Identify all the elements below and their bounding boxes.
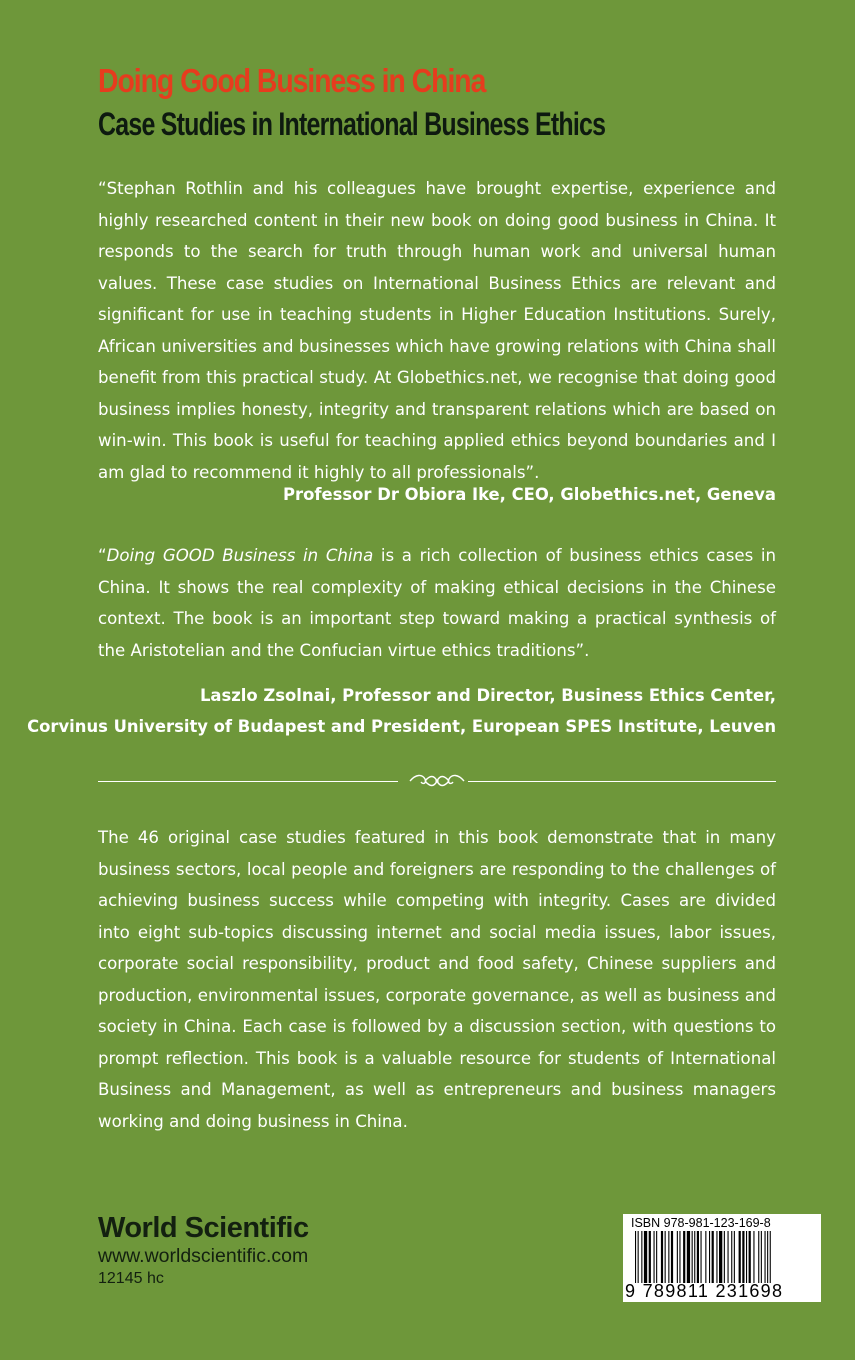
barcode-bar: [644, 1231, 647, 1283]
barcode-bar: [724, 1231, 725, 1283]
barcode-bar: [749, 1231, 751, 1283]
barcode-bar: [654, 1231, 655, 1283]
product-code: 12145 hc: [98, 1270, 164, 1287]
flourish-ornament-icon: [406, 770, 468, 792]
barcode-bar: [739, 1231, 741, 1283]
barcode-bar: [687, 1231, 690, 1283]
barcode-bar: [761, 1231, 762, 1283]
barcode-bar: [709, 1231, 710, 1283]
quote-open-mark: “: [98, 546, 107, 565]
attribution-2-line-2: Corvinus University of Budapest and President, European SPES Institute, Leuven: [27, 717, 776, 736]
barcode-bar: [765, 1231, 766, 1283]
book-title: Doing Good Business in China: [98, 62, 486, 99]
quote-book-title: Doing GOOD Business in China: [106, 546, 374, 565]
barcode-bar: [668, 1231, 669, 1283]
endorsement-attribution-1: Professor Dr Obiora Ike, CEO, Globethics.net, Geneva: [283, 485, 776, 504]
divider-line-right: [468, 781, 776, 782]
endorsement-attribution-2: [27, 680, 776, 742]
barcode-number: 9 789811 231698: [625, 1281, 784, 1301]
barcode-bar: [770, 1231, 771, 1283]
barcode-bar: [712, 1231, 714, 1283]
barcode-bar: [692, 1231, 693, 1283]
barcode-bar: [641, 1231, 642, 1283]
barcode-bar: [734, 1231, 735, 1283]
barcode-bar: [705, 1231, 706, 1283]
barcode-bar: [671, 1231, 673, 1283]
barcode-bar: [635, 1231, 636, 1283]
barcode-bar: [677, 1231, 678, 1283]
barcode-bar: [694, 1231, 695, 1283]
barcode-bar: [746, 1231, 747, 1283]
endorsement-quote-2: [98, 540, 776, 666]
attribution-2-line-1: Laszlo Zsolnai, Professor and Director, Business Ethics Center,: [199, 686, 776, 705]
barcode-bar: [731, 1231, 732, 1283]
isbn-barcode: [623, 1214, 821, 1302]
barcode-bar: [679, 1231, 680, 1283]
ornamental-divider: [98, 770, 776, 792]
endorsement-quote-1: “Stephan Rothlin and his colleagues have brought expertise, experience and highly researched content in their new book on doing good business in China. It responds to the search for truth through human work and universal human values. These case studies on International Business Ethics are relevant and significant for use in teaching students in Higher Education Institutions. Surely, African universities and businesses which have growing relations with China shall benefit from this practical study. At Globethics.net, we recognise that doing good business implies honesty, integrity and transparent relations which are based on win-win. This book is useful for teaching applied ethics beyond boundaries and I am glad to recommend it highly to all professionals”.: [98, 179, 776, 482]
barcode-bar: [742, 1231, 744, 1283]
barcode-bar: [719, 1231, 722, 1283]
barcode-bar: [683, 1231, 685, 1283]
barcode-bar: [656, 1231, 657, 1283]
barcode-bars: [629, 1231, 815, 1283]
barcode-bar: [638, 1231, 639, 1283]
divider-line-left: [98, 781, 398, 782]
quote-2-body: is a rich collection of business ethics cases in China. It shows the real complexity of making ethical decisions in the Chinese context. The book is an important step toward making a practical synthesis of the Aristotelian and the Confucian virtue ethics traditions”.: [98, 546, 776, 660]
barcode-bar: [697, 1231, 699, 1283]
barcode-bar: [661, 1231, 663, 1283]
publisher-website: www.worldscientific.com: [98, 1245, 309, 1267]
barcode-bar: [701, 1231, 702, 1283]
barcode-bar: [753, 1231, 754, 1283]
publisher-name: World Scientific: [98, 1212, 309, 1244]
barcode-bar: [728, 1231, 729, 1283]
barcode-bar: [665, 1231, 666, 1283]
barcode-bar: [758, 1231, 759, 1283]
barcode-bar: [649, 1231, 651, 1283]
book-subtitle: Case Studies in International Business Ethics: [98, 106, 606, 142]
isbn-label: ISBN 978-981-123-169-8: [631, 1216, 771, 1230]
barcode-bar: [767, 1231, 768, 1283]
book-description: The 46 original case studies featured in this book demonstrate that in many business sectors, local people and foreigners are responding to the challenges of achieving business success while competing with integrity. Cases are divided into eight sub-topics discussing internet and social media issues, labor issues, corporate social responsibility, product and food safety, Chinese suppliers and production, environmental issues, corporate governance, as well as business and society in China. Each case is followed by a discussion section, with questions to prompt reflection. This book is a valuable resource for students of International Business and Management, as well as entrepreneurs and business managers working and doing business in China.: [98, 828, 776, 1131]
barcode-bar: [716, 1231, 717, 1283]
